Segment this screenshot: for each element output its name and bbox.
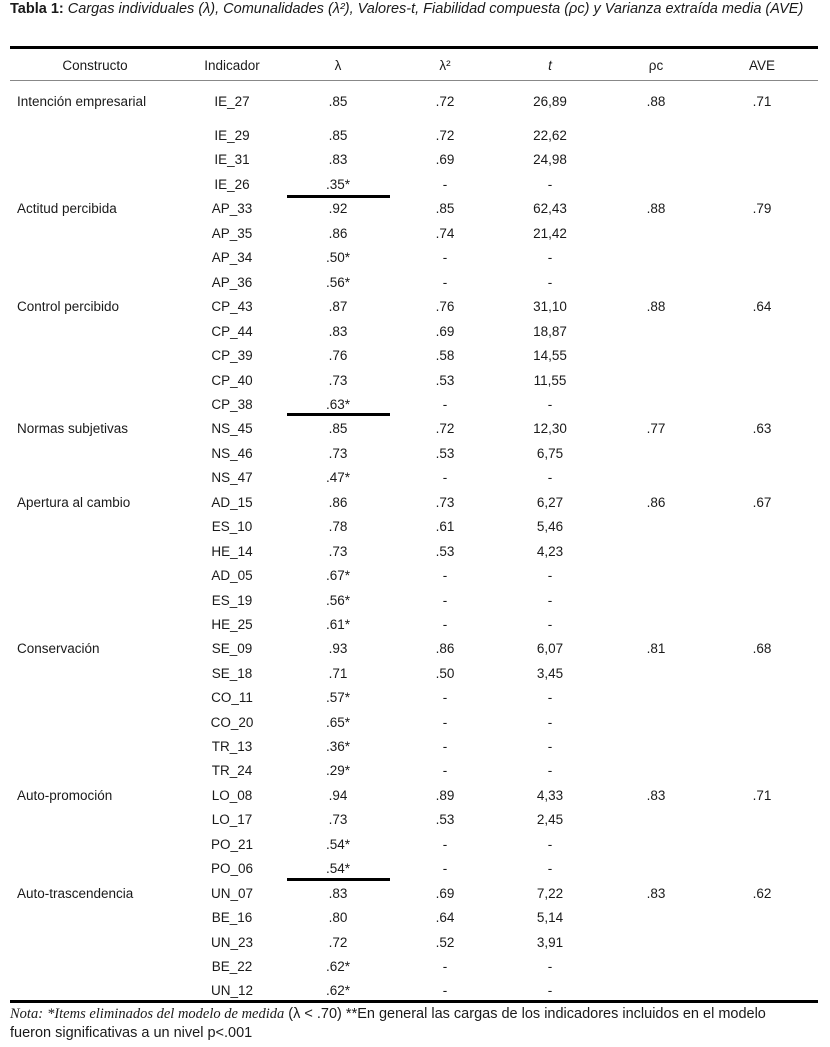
cell-lambda: .73: [328, 446, 348, 461]
cell-t: -: [547, 837, 553, 852]
cell-t: -: [547, 568, 553, 583]
cell-t: -: [547, 275, 553, 290]
cell-lambda: .56*: [325, 275, 351, 290]
cell-indicador: PO_21: [210, 837, 254, 852]
cell-lambda: .76: [328, 348, 348, 363]
cell-indicador: CO_20: [210, 715, 254, 730]
cell-lambda: .85: [328, 128, 348, 143]
caption-text: Cargas individuales (λ), Comunalidades (λ²), Valores-t, Fiabilidad compuesta (ρc) y Varianza extraída media (AVE): [67, 1, 804, 17]
cell-t: 12,30: [533, 421, 567, 436]
cell-pc: .86: [646, 495, 666, 510]
cell-indicador: CP_38: [211, 397, 253, 412]
cell-lambda: .65*: [325, 715, 351, 730]
cell-indicador: CO_11: [211, 690, 253, 705]
cell-lambda: .80: [328, 910, 348, 925]
cell-lambda: .72: [328, 935, 348, 950]
cell-constructo: Intención empresarial: [17, 94, 147, 109]
cell-lambda2: -: [442, 861, 448, 876]
cell-indicador: AD_15: [211, 495, 253, 510]
cell-lambda2: -: [442, 617, 448, 632]
cell-t: -: [547, 470, 553, 485]
cell-indicador: HE_14: [211, 544, 253, 559]
cell-lambda: .73: [328, 812, 348, 827]
cell-lambda: .83: [328, 324, 348, 339]
cell-lambda: .29*: [325, 763, 351, 778]
cell-constructo: Actitud percibida: [17, 201, 117, 216]
cell-lambda2: .72: [435, 128, 455, 143]
cell-indicador: IE_26: [214, 177, 250, 192]
cell-lambda: .47*: [325, 470, 351, 485]
cell-t: 5,14: [536, 910, 564, 925]
cell-indicador: AP_36: [211, 275, 253, 290]
cell-lambda2: .69: [435, 152, 455, 167]
cell-indicador: CP_39: [211, 348, 253, 363]
cell-t: -: [547, 739, 553, 754]
cell-lambda: .86: [328, 226, 348, 241]
caption-label: Tabla 1:: [10, 1, 64, 17]
cell-lambda: .35*: [325, 177, 351, 192]
cell-lambda: .94: [328, 788, 348, 803]
cell-lambda: .83: [328, 886, 348, 901]
cell-indicador: TR_13: [211, 739, 253, 754]
cell-t: 5,46: [536, 519, 564, 534]
cell-t: 6,27: [536, 495, 564, 510]
cell-lambda2: -: [442, 739, 448, 754]
cell-t: -: [547, 763, 553, 778]
cell-lambda2: -: [442, 690, 448, 705]
cell-t: 6,07: [536, 641, 564, 656]
cell-lambda: .57*: [325, 690, 351, 705]
cell-pc: .88: [646, 299, 666, 314]
note-rest: **En general las cargas de los indicadores incluidos en el modelo fueron significativas a un nivel p<.001: [10, 1006, 766, 1041]
cell-t: 4,23: [536, 544, 564, 559]
cell-lambda: .83: [328, 152, 348, 167]
cell-lambda2: -: [442, 715, 448, 730]
cell-t: 7,22: [536, 886, 564, 901]
cell-lambda: .50*: [325, 250, 351, 265]
cell-lambda2: -: [442, 959, 448, 974]
cell-lambda: .61*: [325, 617, 351, 632]
cell-lambda: .56*: [325, 593, 351, 608]
cell-indicador: AP_34: [211, 250, 253, 265]
cell-lambda2: -: [442, 397, 448, 412]
cell-t: -: [547, 861, 553, 876]
cell-t: -: [547, 593, 553, 608]
cell-lambda: .86: [328, 495, 348, 510]
note-condition: (λ < .70): [288, 1006, 342, 1022]
cell-lambda2: .76: [435, 299, 455, 314]
cell-lambda2: -: [442, 250, 448, 265]
cell-ave: .62: [752, 886, 772, 901]
cell-lambda2: -: [442, 568, 448, 583]
cell-indicador: SE_18: [211, 666, 253, 681]
header-pc: ρc: [648, 58, 664, 73]
lambda-separator: [287, 195, 390, 198]
header-lambda2: λ²: [439, 58, 451, 73]
cell-indicador: CP_44: [211, 324, 253, 339]
cell-lambda: .92: [328, 201, 348, 216]
cell-t: 6,75: [536, 446, 564, 461]
cell-lambda2: -: [442, 837, 448, 852]
bottom-rule: [10, 1000, 818, 1003]
cell-t: -: [547, 690, 553, 705]
cell-indicador: NS_45: [211, 421, 253, 436]
cell-lambda2: .73: [435, 495, 455, 510]
cell-lambda2: .74: [435, 226, 455, 241]
cell-indicador: AD_05: [211, 568, 253, 583]
cell-pc: .88: [646, 94, 666, 109]
cell-lambda2: .61: [435, 519, 455, 534]
cell-t: 21,42: [533, 226, 567, 241]
cell-pc: .77: [646, 421, 666, 436]
cell-indicador: IE_29: [214, 128, 250, 143]
cell-indicador: NS_46: [211, 446, 253, 461]
cell-lambda2: .50: [435, 666, 455, 681]
cell-lambda2: .64: [435, 910, 455, 925]
cell-t: 31,10: [533, 299, 567, 314]
cell-indicador: AP_33: [211, 201, 253, 216]
cell-lambda2: .53: [435, 812, 455, 827]
lambda-separator: [287, 413, 390, 416]
table-note: [10, 1005, 810, 1043]
cell-t: -: [547, 177, 553, 192]
note-label: Nota:: [10, 1006, 44, 1022]
cell-t: -: [547, 715, 553, 730]
header-rule: [10, 80, 818, 81]
cell-ave: .79: [752, 201, 772, 216]
cell-lambda2: .69: [435, 324, 455, 339]
cell-indicador: ES_10: [211, 519, 253, 534]
cell-lambda: .67*: [325, 568, 351, 583]
cell-indicador: PO_06: [210, 861, 254, 876]
cell-lambda: .36*: [325, 739, 351, 754]
cell-lambda2: .72: [435, 421, 455, 436]
cell-indicador: BE_16: [211, 910, 253, 925]
cell-lambda: .71: [328, 666, 348, 681]
cell-t: -: [547, 250, 553, 265]
cell-t: -: [547, 617, 553, 632]
header-indicador: Indicador: [204, 58, 260, 73]
cell-t: 14,55: [533, 348, 567, 363]
cell-t: 11,55: [533, 373, 567, 388]
cell-lambda2: -: [442, 593, 448, 608]
cell-constructo: Apertura al cambio: [17, 495, 131, 510]
cell-t: 3,91: [536, 935, 564, 950]
cell-t: -: [547, 983, 553, 998]
cell-lambda: .78: [328, 519, 348, 534]
cell-t: 3,45: [536, 666, 564, 681]
cell-lambda2: -: [442, 275, 448, 290]
cell-t: 22,62: [533, 128, 567, 143]
cell-lambda2: .69: [435, 886, 455, 901]
cell-indicador: LO_08: [211, 788, 253, 803]
cell-indicador: LO_17: [211, 812, 253, 827]
header-lambda: λ: [334, 58, 342, 73]
cell-indicador: IE_27: [214, 94, 250, 109]
cell-t: 2,45: [536, 812, 564, 827]
header-t: t: [548, 58, 552, 73]
cell-lambda2: .53: [435, 544, 455, 559]
cell-ave: .64: [752, 299, 772, 314]
cell-pc: .83: [646, 886, 666, 901]
cell-lambda2: -: [442, 177, 448, 192]
cell-lambda2: -: [442, 983, 448, 998]
cell-lambda: .73: [328, 373, 348, 388]
cell-pc: .81: [646, 641, 666, 656]
cell-lambda: .85: [328, 94, 348, 109]
cell-constructo: Control percibido: [17, 299, 120, 314]
cell-ave: .63: [752, 421, 772, 436]
cell-lambda2: .53: [435, 446, 455, 461]
cell-t: 26,89: [533, 94, 567, 109]
cell-ave: .71: [752, 94, 772, 109]
table-caption: [10, 0, 810, 19]
cell-t: 62,43: [533, 201, 567, 216]
cell-pc: .83: [646, 788, 666, 803]
cell-lambda: .93: [328, 641, 348, 656]
cell-indicador: NS_47: [211, 470, 253, 485]
cell-indicador: IE_31: [214, 152, 250, 167]
cell-t: 24,98: [533, 152, 567, 167]
cell-pc: .88: [646, 201, 666, 216]
cell-lambda: .62*: [325, 959, 351, 974]
cell-indicador: HE_25: [211, 617, 253, 632]
cell-t: 18,87: [533, 324, 567, 339]
cell-lambda2: -: [442, 763, 448, 778]
cell-ave: .67: [752, 495, 772, 510]
cell-lambda2: .86: [435, 641, 455, 656]
cell-constructo: Normas subjetivas: [17, 421, 129, 436]
cell-t: -: [547, 959, 553, 974]
cell-lambda: .85: [328, 421, 348, 436]
cell-indicador: UN_23: [210, 935, 254, 950]
note-italic: *Items eliminados del modelo de medida: [47, 1006, 285, 1022]
cell-constructo: Auto-promoción: [17, 788, 113, 803]
cell-indicador: BE_22: [211, 959, 253, 974]
cell-lambda: .87: [328, 299, 348, 314]
cell-indicador: AP_35: [211, 226, 253, 241]
cell-lambda2: .52: [435, 935, 455, 950]
cell-constructo: Auto-trascendencia: [17, 886, 134, 901]
cell-indicador: TR_24: [211, 763, 253, 778]
top-rule: [10, 46, 818, 49]
cell-lambda2: .58: [435, 348, 455, 363]
cell-lambda2: -: [442, 470, 448, 485]
cell-indicador: SE_09: [211, 641, 253, 656]
cell-lambda: .73: [328, 544, 348, 559]
cell-indicador: CP_43: [211, 299, 253, 314]
cell-lambda2: .53: [435, 373, 455, 388]
cell-lambda: .62*: [325, 983, 351, 998]
cell-t: 4,33: [536, 788, 564, 803]
cell-indicador: CP_40: [211, 373, 253, 388]
cell-ave: .68: [752, 641, 772, 656]
cell-t: -: [547, 397, 553, 412]
lambda-separator: [287, 878, 390, 881]
header-constructo: Constructo: [62, 58, 128, 73]
cell-lambda: .54*: [325, 837, 351, 852]
cell-lambda2: .89: [435, 788, 455, 803]
cell-indicador: UN_07: [210, 886, 254, 901]
header-ave: AVE: [748, 58, 776, 73]
cell-ave: .71: [752, 788, 772, 803]
cell-lambda: .63*: [325, 397, 351, 412]
cell-indicador: UN_12: [210, 983, 254, 998]
cell-lambda2: .72: [435, 94, 455, 109]
cell-constructo: Conservación: [17, 641, 100, 656]
cell-indicador: ES_19: [211, 593, 253, 608]
cell-lambda: .54*: [325, 861, 351, 876]
cell-lambda2: .85: [435, 201, 455, 216]
